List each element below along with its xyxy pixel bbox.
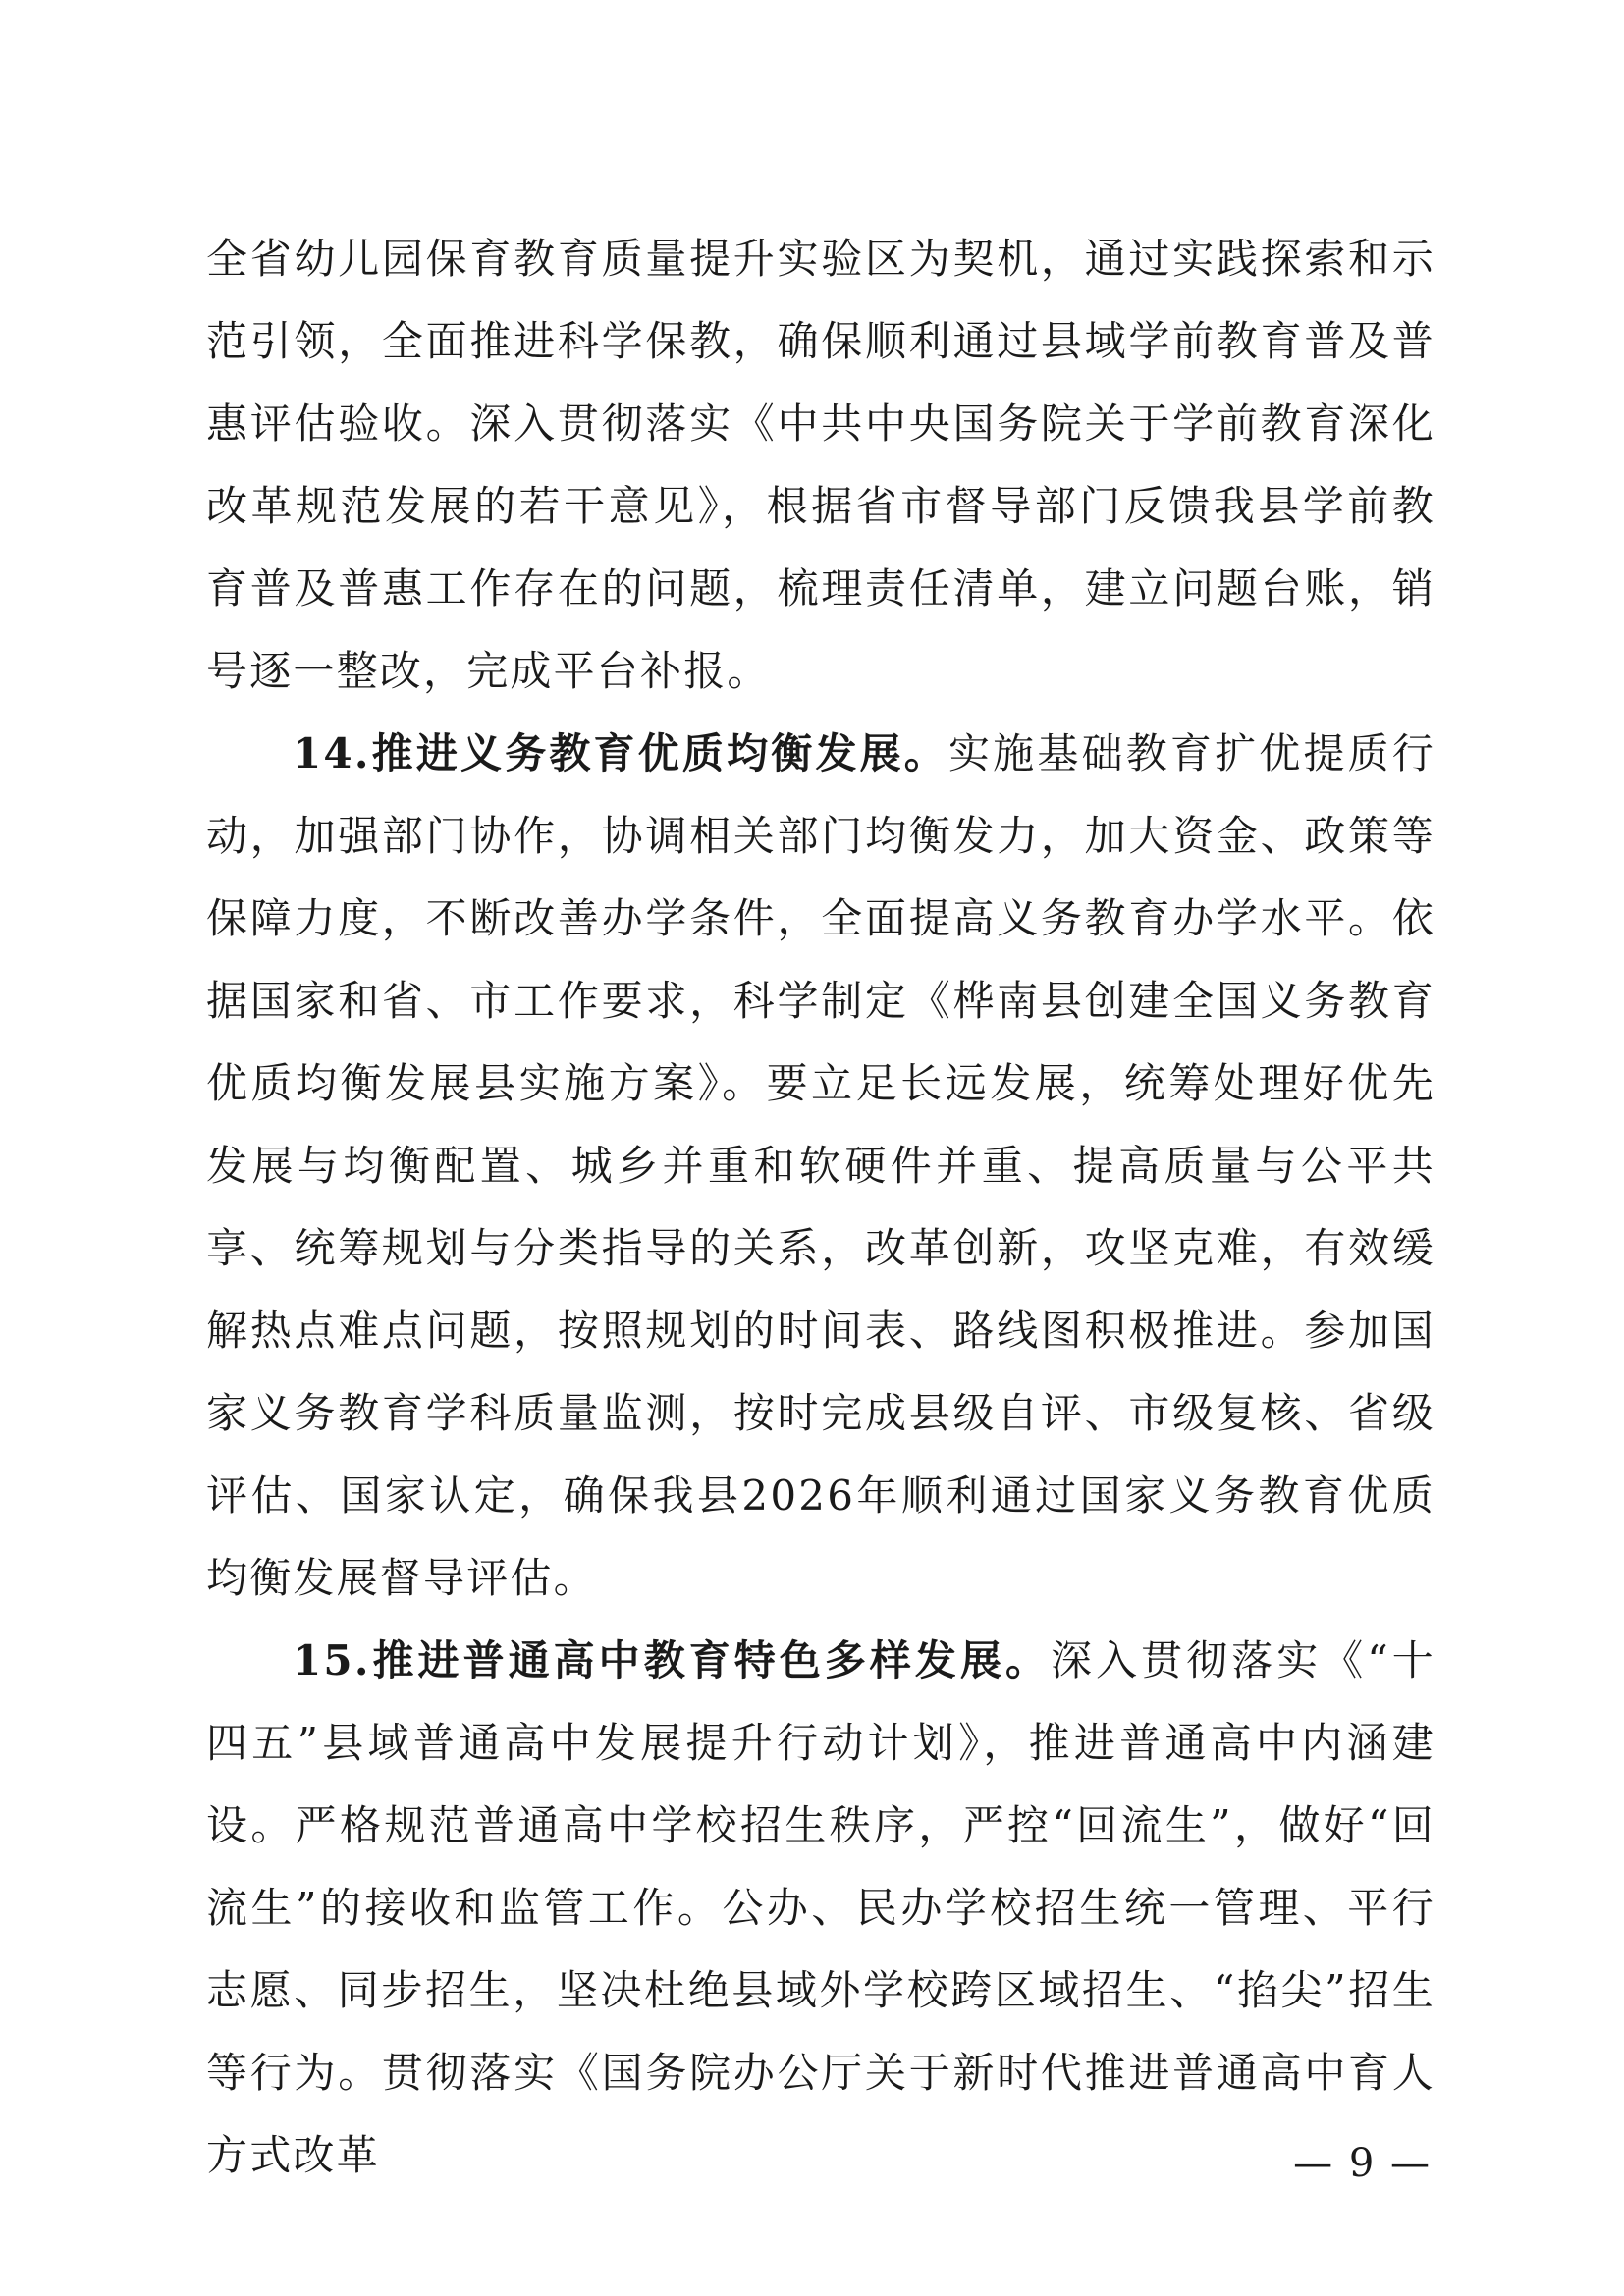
paragraph-text: 深入贯彻落实《“十四五”县域普通高中发展提升行动计划》，推进普通高中内涵建设。严格规范普通高中学校招生秩序，严控“回流生”，做好“回流生”的接收和监管工作。公办、民办学校招生统一管理、平行志愿、同步招生，坚决杜绝县域外学校跨区域招生、“掐尖”招生等行为。贯彻落实《国务院办公厅关于新时代推进普通高中育人方式改革 xyxy=(206,1636,1436,2179)
page-number: — 9 — xyxy=(1293,2141,1432,2186)
paragraph-text: 全省幼儿园保育教育质量提升实验区为契机，通过实践探索和示范引领，全面推进科学保教，确保顺利通过县域学前教育普及普惠评估验收。深入贯彻落实《中共中央国务院关于学前教育深化改革规范发展的若干意见》，根据省市督导部门反馈我县学前教育普及普惠工作存在的问题，梳理责任清单，建立问题台账，销号逐一整改，完成平台补报。 xyxy=(206,235,1435,695)
section-heading-14: 14.推进义务教育优质均衡发展。 xyxy=(293,729,948,777)
paragraph-high-school-education xyxy=(206,1620,1435,2197)
document-body xyxy=(206,218,1435,2197)
paragraph-text: 实施基础教育扩优提质行动，加强部门协作，协调相关部门均衡发力，加大资金、政策等保障力度，不断改善办学条件，全面提高义务教育办学水平。依据国家和省、市工作要求，科学制定《桦南县创建全国义务教育优质均衡发展县实施方案》。要立足长远发展，统筹处理好优先发展与均衡配置、城乡并重和软硬件并重、提高质量与公平共享、统筹规划与分类指导的关系，改革创新，攻坚克难，有效缓解热点难点问题，按照规划的时间表、路线图积极推进。参加国家义务教育学科质量监测，按时完成县级自评、市级复核、省级评估、国家认定，确保我县2026年顺利通过国家义务教育优质均衡发展督导评估。 xyxy=(206,729,1435,1602)
section-heading-15: 15.推进普通高中教育特色多样发展。 xyxy=(293,1636,1052,1684)
paragraph-preschool-continuation xyxy=(206,218,1435,713)
paragraph-compulsory-education xyxy=(206,713,1435,1620)
